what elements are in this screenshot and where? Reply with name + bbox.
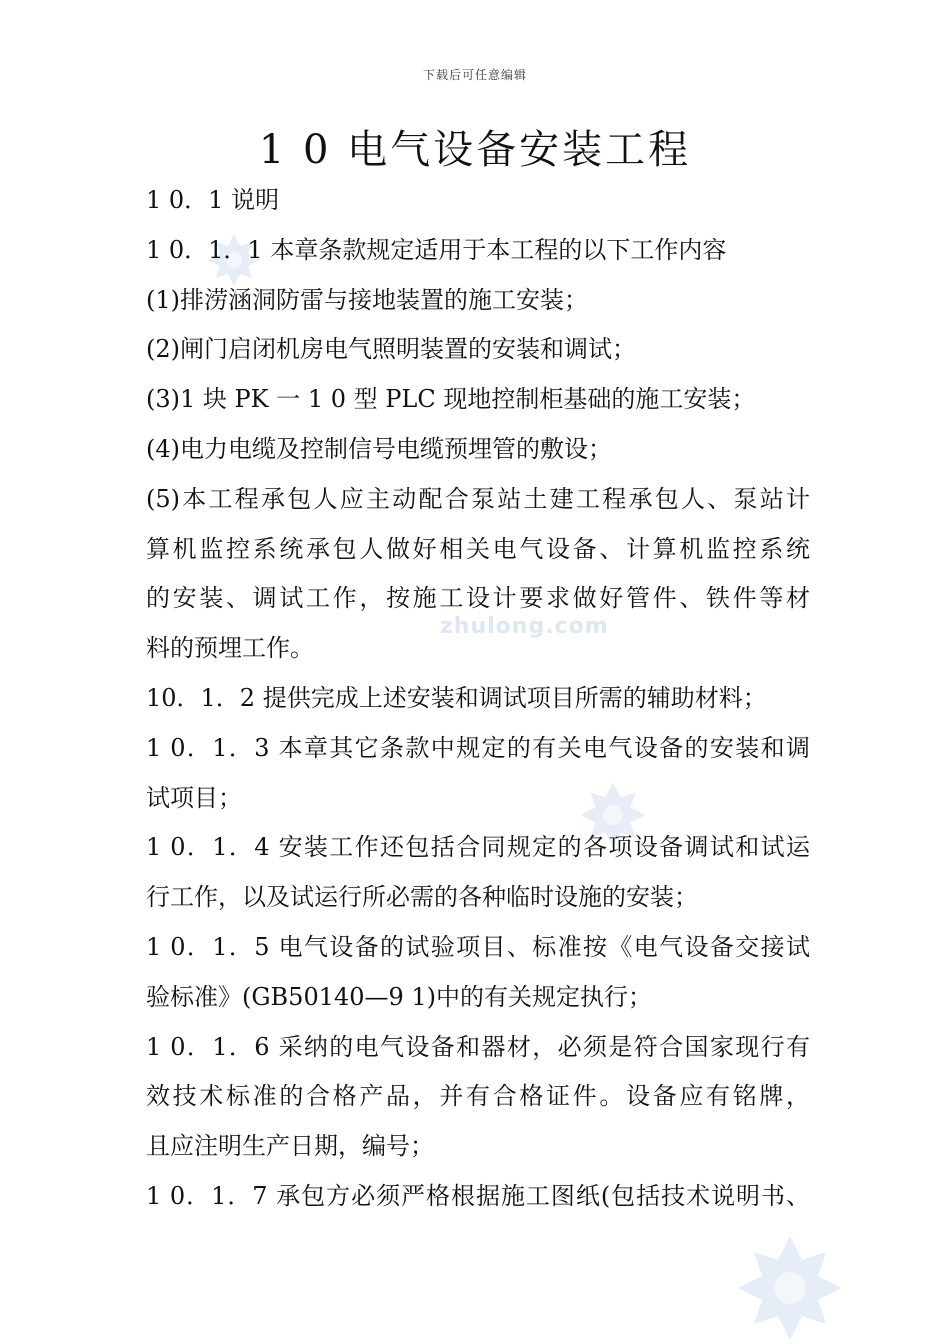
text-line: 试项目； <box>146 783 242 812</box>
text-line: 且应注明生产日期，编号； <box>146 1132 434 1161</box>
text-line: 1 0．1．3 本章其它条款中规定的有关电气设备的安装和调 <box>146 733 810 762</box>
page-title: 1 0 电气设备安装工程 <box>258 127 692 173</box>
text-line: 1 0．1．1 本章条款规定适用于本工程的以下工作内容 <box>146 235 727 264</box>
text-line: (5)本工程承包人应主动配合泵站土建工程承包人、泵站计 <box>146 484 810 513</box>
watermark-text: zhulong.com <box>440 614 609 639</box>
snowflake-watermark-icon <box>734 1232 846 1344</box>
text-line: 行工作，以及试运行所必需的各种临时设施的安装； <box>146 883 698 912</box>
text-line: 10．1．2 提供完成上述安装和调试项目所需的辅助材料； <box>146 683 767 712</box>
text-line: (1)排涝涵洞防雷与接地装置的施工安装； <box>146 285 588 314</box>
text-line: (3)1 块 PK 一 1 0 型 PLC 现地控制柜基础的施工安装； <box>146 385 756 414</box>
text-line: 的安装、调试工作，按施工设计要求做好管件、铁件等材 <box>146 584 810 613</box>
text-line: 1 0．1．6 采纳的电气设备和器材，必须是符合国家现行有 <box>146 1032 810 1061</box>
text-line: (2)闸门启闭机房电气照明装置的安装和调试； <box>146 335 636 364</box>
text-line: (4)电力电缆及控制信号电缆预埋管的敷设； <box>146 434 612 463</box>
text-line: 料的预埋工作。 <box>146 634 314 663</box>
text-line: 效技术标准的合格产品，并有合格证件。设备应有铭牌， <box>146 1082 810 1111</box>
text-line: 1 0．1 说明 <box>146 186 280 214</box>
text-line: 验标准》(GB50140—9 1)中的有关规定执行； <box>146 982 653 1011</box>
text-line: 1 0．1．5 电气设备的试验项目、标准按《电气设备交接试 <box>146 932 810 961</box>
text-line: 1 0．1．4 安装工作还包括合同规定的各项设备调试和试运 <box>146 833 810 862</box>
text-line: 算机监控系统承包人做好相关电气设备、计算机监控系统 <box>146 534 810 563</box>
header-note: 下载后可任意编辑 <box>422 68 527 82</box>
text-line: 1 0．1．7 承包方必须严格根据施工图纸(包括技术说明书、 <box>146 1181 810 1210</box>
document-body <box>146 176 810 1222</box>
